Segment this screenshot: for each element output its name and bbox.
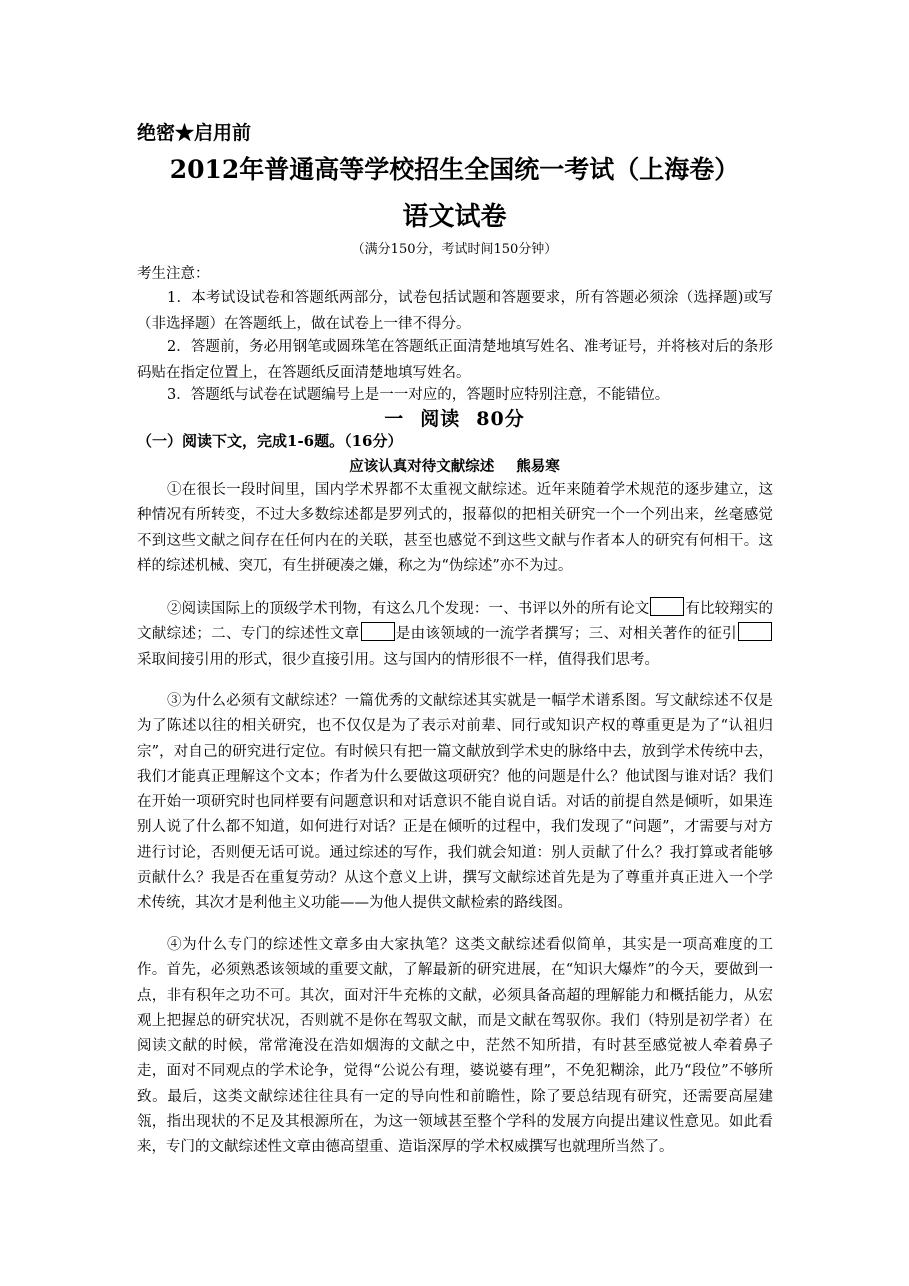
paragraph-text: 采取间接引用的形式，很少直接引用。这与国内的情形很不一样，值得我们思考。 xyxy=(137,651,659,668)
exam-title: 2012年普通高等学校招生全国统一考试（上海卷） xyxy=(169,155,740,184)
full-mark-note: （满分150分，考试时间150分钟） xyxy=(351,242,558,257)
paragraph-text: 有比较翔实的文献综述；二、专门的综述性文章 xyxy=(137,601,774,643)
article-title: 应该认真对待文献综述 xyxy=(349,458,495,475)
article-paragraph-2 xyxy=(137,597,773,673)
answer-blank-3[interactable] xyxy=(738,622,772,641)
answer-blank-2[interactable] xyxy=(361,622,395,641)
notice-item: 3．答题纸与试卷在试题编号上是一一对应的，答题时应特别注意，不能错位。 xyxy=(167,387,670,403)
paragraph-text: 是由该领域的一流学者撰写；三、对相关著作的征引 xyxy=(395,626,737,643)
part-title: （一）阅读下文，完成1-6题。（16分） xyxy=(137,432,403,450)
confidential-label: 绝密★启用前 xyxy=(137,122,252,144)
article-heading xyxy=(0,455,909,476)
exam-subtitle: 语文试卷 xyxy=(402,202,507,232)
notice-item: 1．本考试设试卷和答题纸两部分，试卷包括试题和答题要求，所有答题必须涂（选择题)或写（非选择题）在答题纸上，做在试卷上一律不得分。 xyxy=(137,290,773,332)
article-paragraph-4: ④为什么专门的综述性文章多由大家执笔？这类文献综述看似简单，其实是一项高难度的工作。首先，必须熟悉该领域的重要文献，了解最新的研究进展，在“知识大爆炸”的今天，要做到一点，非有积年之功不可。其次，面对汗牛充栋的文献，必须具备高超的理解能力和概括能力，从宏观上把握总的研究状况，否则就不是你在驾驭文献，而是文献在驾驭你。我们（特别是初学者）在阅读文献的时候，常常淹没在浩如烟海的文献之中，茫然不知所措，有时甚至感觉被人牵着鼻子走，面对不同观点的学术论争，觉得“公说公有理，婆说婆有理”，不免犯糊涂，此乃“段位”不够所致。最后，这类文献综述往往具有一定的导向性和前瞻性，除了要总结现有研究，还需要高屋建瓴，指出现状的不足及其根源所在，为这一领域甚至整个学科的发展方向提出建议性意见。如此看来，专门的文献综述性文章由德高望重、造诣深厚的学术权威撰写也就理所当然了。 xyxy=(137,937,773,1156)
article-paragraph-1: ①在很长一段时间里，国内学术界都不太重视文献综述。近年来随着学术规范的逐步建立，这种情况有所转变，不过大多数综述都是罗列式的，报幕似的把相关研究一个一个列出来，丝毫感觉不到这些文献之间存在任何内在的关联，甚至也感觉不到这些文献与作者本人的研究有何相干。这样的综述机械、突兀，有生拼硬凑之嫌，称之为“伪综述”亦不为过。 xyxy=(137,482,773,574)
section-score: 80分 xyxy=(476,408,525,430)
notice-item: 2．答题前，务必用钢笔或圆珠笔在答题纸正面清楚地填写姓名、准考证号，并将核对后的条形码贴在指定位置上，在答题纸反面清楚地填写姓名。 xyxy=(137,339,773,381)
notice-heading: 考生注意： xyxy=(137,266,210,282)
article-paragraph-3: ③为什么必须有文献综述？一篇优秀的文献综述其实就是一幅学术谱系图。写文献综述不仅是为了陈述以往的相关研究，也不仅仅是为了表示对前辈、同行或知识产权的尊重更是为了“认祖归宗”，对自己的研究进行定位。有时候只有把一篇文献放到学术史的脉络中去，放到学术传统中去，我们才能真正理解这个文本；作者为什么要做这项研究？他的问题是什么？他试图与谁对话？我们在开始一项研究时也同样要有问题意识和对话意识不能自说自话。对话的前提自然是倾听，如果连别人说了什么都不知道，如何进行对话？正是在倾听的过程中，我们发现了“问题”，才需要与对方进行讨论，否则便无话可说。通过综述的写作，我们就会知道：别人贡献了什么？我打算或者能够贡献什么？我是否在重复劳动？从这个意义上讲，撰写文献综述首先是为了尊重并真正进入一个学术传统，其次才是利他主义功能——为他人提供文献检索的路线图。 xyxy=(137,693,773,912)
section-name: 阅读 xyxy=(420,408,461,430)
answer-blank-1[interactable] xyxy=(650,597,684,616)
article-author: 熊易寒 xyxy=(516,458,560,475)
paragraph-text: ②阅读国际上的顶级学术刊物，有这么几个发现：一、书评以外的所有论文 xyxy=(167,601,650,617)
section-title xyxy=(0,404,909,431)
section-number: 一 xyxy=(384,408,405,430)
